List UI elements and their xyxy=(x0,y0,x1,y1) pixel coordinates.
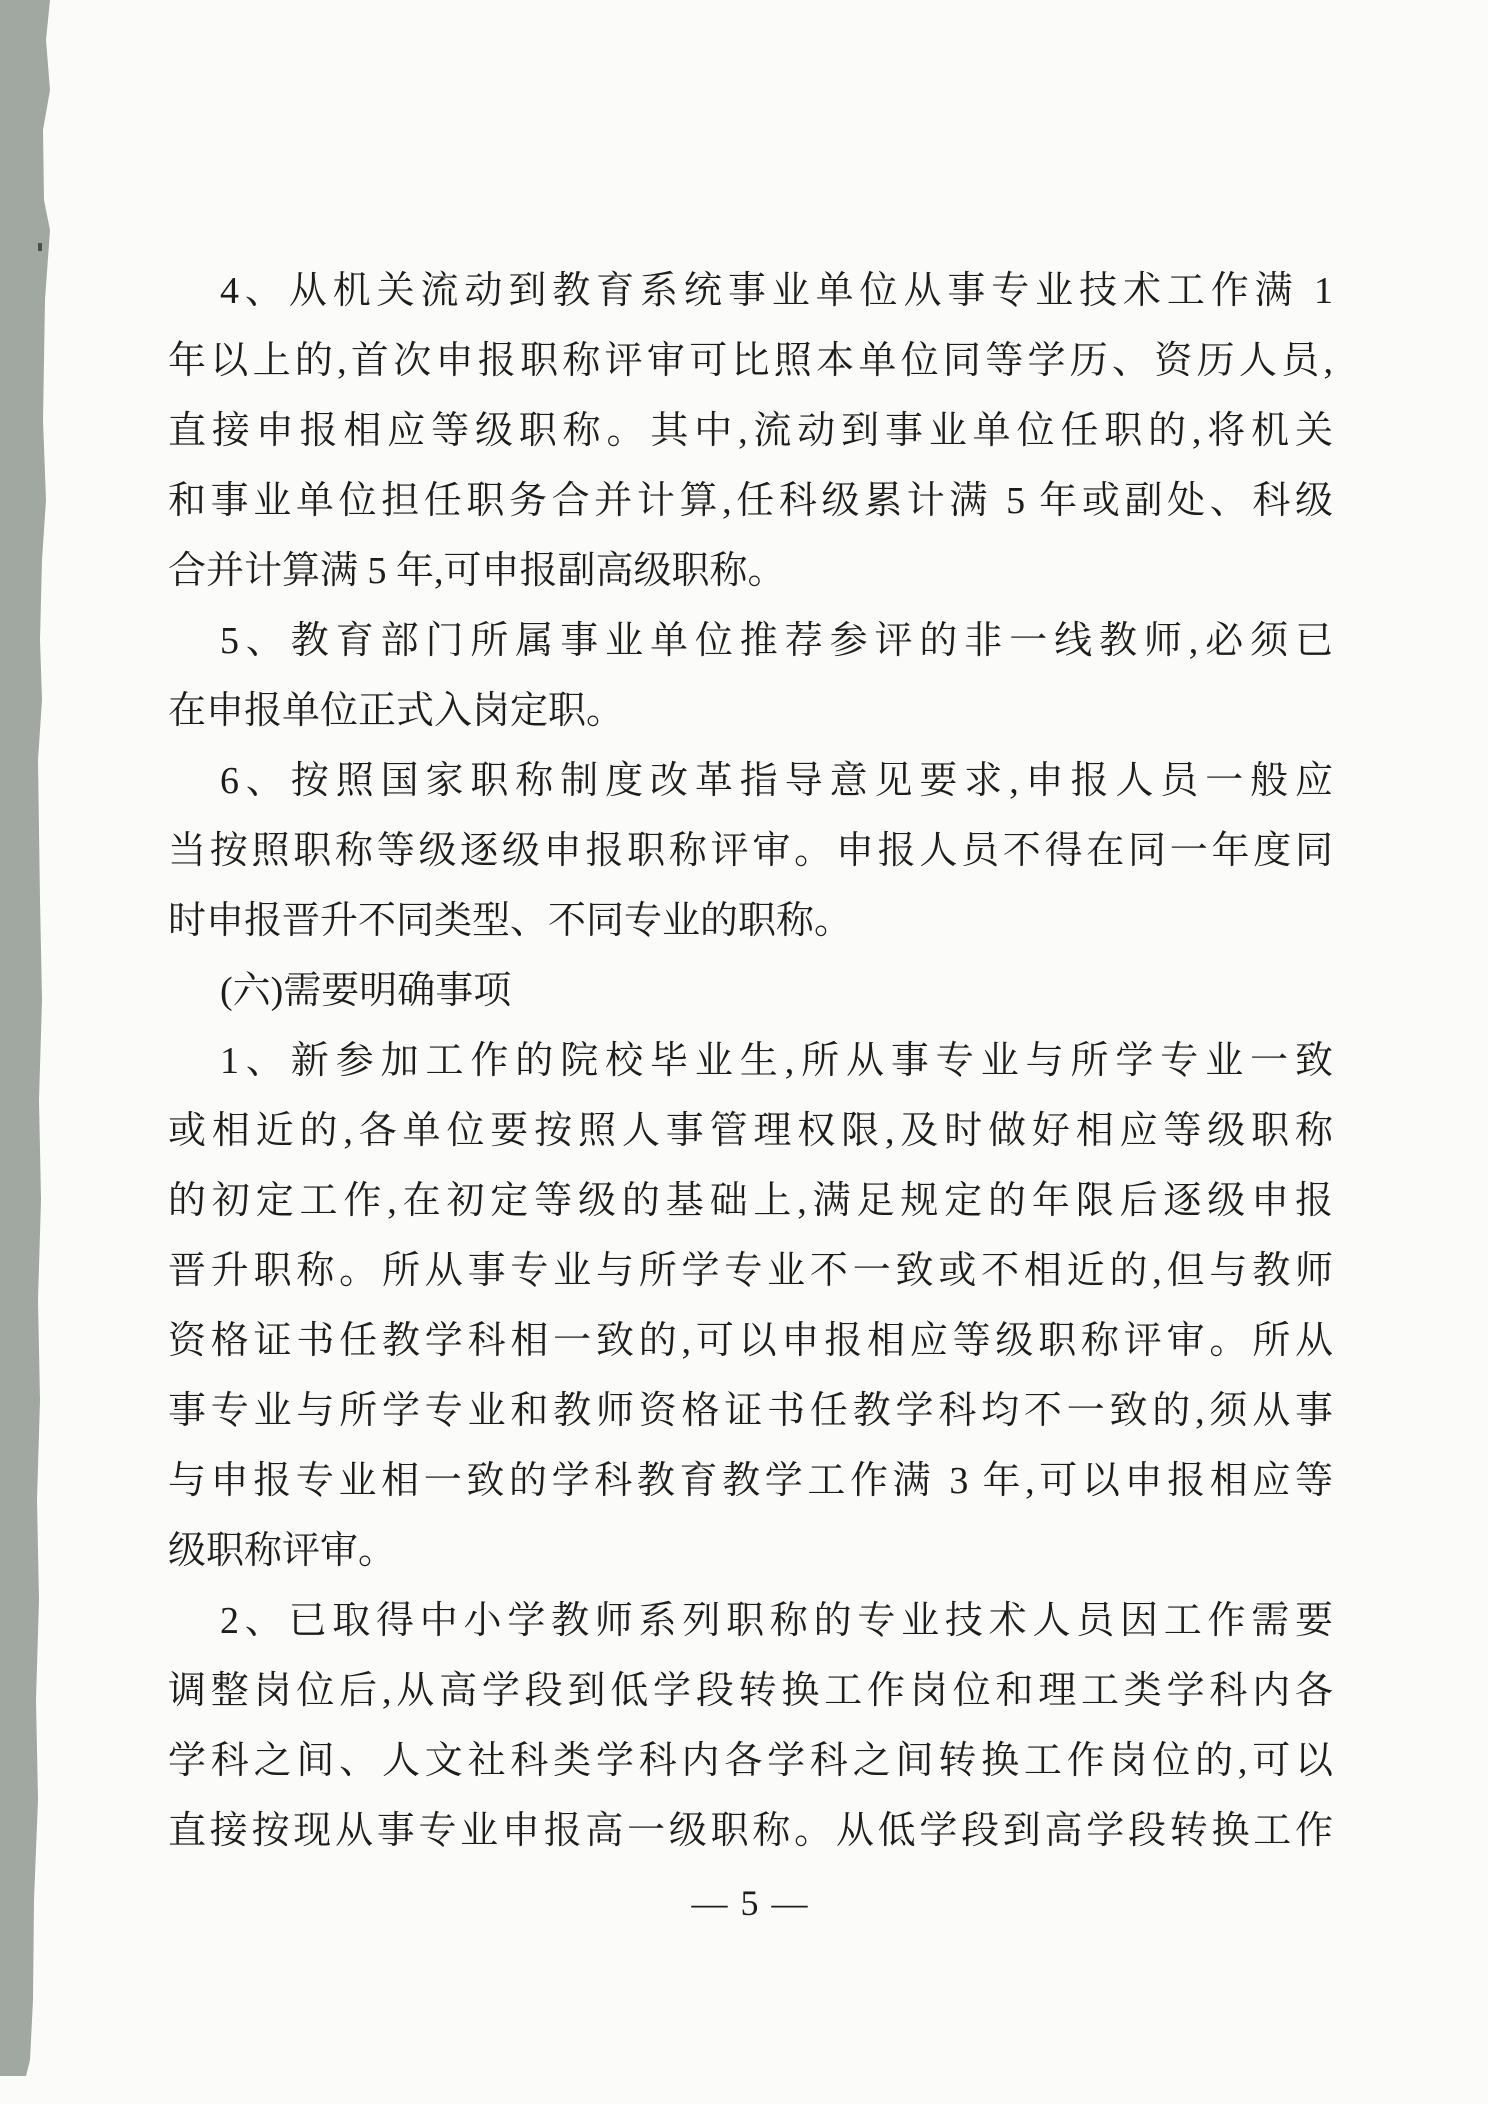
page-number: — 5 — xyxy=(691,1883,810,1923)
text-line: 年以上的,首次申报职称评审可比照本单位同等学历、资历人员, xyxy=(168,340,1333,382)
text-line: 和事业单位担任职务合并计算,任科级累计满 5 年或副处、科级 xyxy=(168,480,1333,522)
text-line: 晋升职称。所从事专业与所学专业不一致或不相近的,但与教师 xyxy=(168,1250,1333,1292)
text-line: 6、按照国家职称制度改革指导意见要求,申报人员一般应 xyxy=(220,760,1333,802)
section-heading: (六)需要明确事项 xyxy=(220,970,512,1012)
text-line: 的初定工作,在初定等级的基础上,满足规定的年限后逐级申报 xyxy=(168,1180,1333,1222)
text-line: 直接按现从事专业申报高一级职称。从低学段到高学段转换工作 xyxy=(168,1810,1333,1852)
text-line: 与申报专业相一致的学科教育教学工作满 3 年,可以申报相应等 xyxy=(168,1460,1333,1502)
text-line: 当按照职称等级逐级申报职称评审。申报人员不得在同一年度同 xyxy=(168,830,1333,872)
text-line: 2、已取得中小学教师系列职称的专业技术人员因工作需要 xyxy=(220,1600,1333,1642)
text-line: 事专业与所学专业和教师资格证书任教学科均不一致的,须从事 xyxy=(168,1390,1333,1432)
torn-paper-edge xyxy=(0,0,50,2076)
text-line: 合并计算满 5 年,可申报副高级职称。 xyxy=(168,550,786,592)
text-line: 时申报晋升不同类型、不同专业的职称。 xyxy=(168,900,853,942)
text-line: 直接申报相应等级职称。其中,流动到事业单位任职的,将机关 xyxy=(168,410,1333,452)
text-line: 在申报单位正式入岗定职。 xyxy=(168,690,625,732)
text-line: 或相近的,各单位要按照人事管理权限,及时做好相应等级职称 xyxy=(168,1110,1333,1152)
scan-left-band xyxy=(0,0,70,2104)
text-line: 1、新参加工作的院校毕业生,所从事专业与所学专业一致 xyxy=(220,1040,1333,1082)
text-line: 级职称评审。 xyxy=(168,1530,397,1572)
document-body xyxy=(168,256,1333,1866)
text-line: 调整岗位后,从高学段到低学段转换工作岗位和理工类学科内各 xyxy=(168,1670,1333,1712)
text-line: 资格证书任教学科相一致的,可以申报相应等级职称评审。所从 xyxy=(168,1320,1333,1362)
text-line: 4、从机关流动到教育系统事业单位从事专业技术工作满 1 xyxy=(220,270,1333,312)
text-line: 学科之间、人文社科类学科内各学科之间转换工作岗位的,可以 xyxy=(168,1740,1333,1782)
text-line: 5、教育部门所属事业单位推荐参评的非一线教师,必须已 xyxy=(220,620,1333,662)
scan-speck xyxy=(38,243,42,251)
